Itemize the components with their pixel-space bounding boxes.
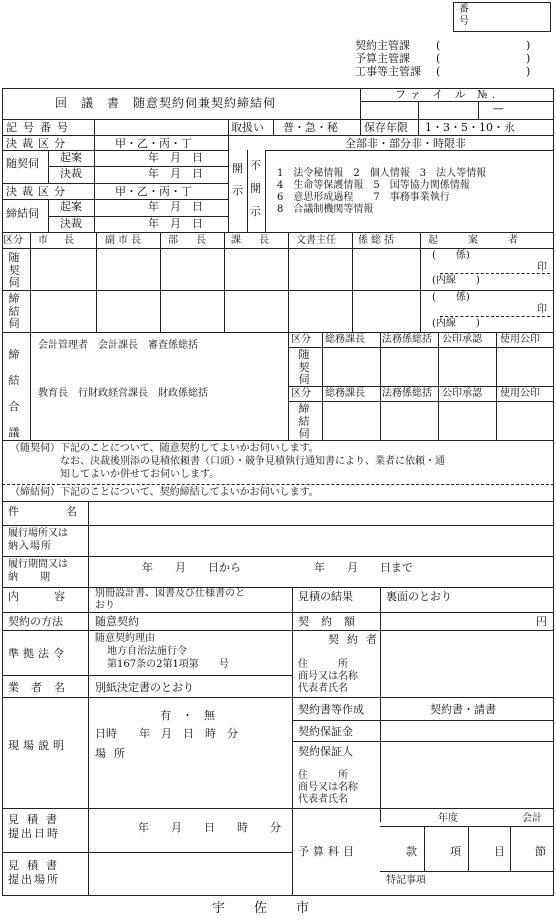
guarantee-money-label: 契約保証金 [298,725,353,738]
period-from[interactable]: 年 月 日から [142,561,241,574]
vendor-label: 業者名 [8,681,77,694]
period-label-1: 履行期間又は [8,559,68,570]
site-label: 現場説明 [8,739,68,752]
doc-value[interactable]: 契約書・請書 [430,703,496,716]
retention-label: 保存年限 [364,121,408,134]
content-label: 内 容 [8,590,77,603]
handling-options[interactable]: 普・急・秘 [283,121,338,134]
contract-manager-close: ) [526,39,531,52]
decision-class-options-2[interactable]: 甲・乙・丙・丁 [115,185,192,198]
drafter-kakari-2[interactable]: ( 係) [432,292,470,303]
contractor-name-2: 代表者氏名 [298,683,348,694]
doc-label: 契約書等作成 [298,703,364,716]
zuikei-kian: 起案 [60,151,82,164]
decision-class-options[interactable]: 甲・乙・丙・丁 [115,137,192,150]
est-date-value[interactable]: 年 月 日 時 分 [138,821,281,834]
record-number-label: 記号番号 [6,121,74,134]
consult-col-kubun-2: 区分 [291,388,311,399]
content-value-1[interactable]: 別冊設計書、図書及び仕様書のと [95,588,245,599]
approval-col-kubun: 区分 [3,235,23,246]
site-datetime[interactable]: 日時 年 月 日 時 分 [95,727,238,740]
budget-manager-label: 予算主管課 [355,52,410,65]
teiketsu-label: 締結伺 [6,207,39,220]
zuikei-kessai: 決裁 [60,167,82,180]
est-date-label-2: 提出日時 [8,827,60,840]
document-title: 回 議 書 随意契約伺兼契約締結伺 [55,96,277,110]
number-label: 番号 [459,4,469,27]
kenmei-label: 件 名 [8,505,95,518]
zuikei-kessai-date[interactable]: 年 月 日 [148,167,203,180]
amount-label: 契約額 [298,615,367,628]
contract-manager-label: 契約主管課 [355,39,410,52]
method-value[interactable]: 随意契約 [95,615,139,628]
contractor-address: 住 所 [298,659,358,670]
budget-setsu: 節 [535,845,546,858]
approval-col-mayor: 市 長 [38,235,77,246]
reason-3[interactable]: 6 意思形成過程 7 事務事業執行 [277,192,450,203]
works-manager-open[interactable]: ( [436,65,441,78]
approval-col-chief: 課 長 [231,235,273,246]
consult-line-2: 教育長 行財政経営課長 財政係総括 [38,388,208,399]
law-value-1: 随意契約理由 [95,633,155,644]
guarantor-address: 住 所 [298,770,358,781]
estimate-result-label: 見積の結果 [298,590,353,603]
content-value-2[interactable]: おり [95,600,115,611]
teiketsu-kessai-date[interactable]: 年 月 日 [148,217,203,230]
reason-1[interactable]: 1 法令秘情報 2 個人情報 3 法人等情報 [277,168,487,179]
guarantor-name-2: 代表者氏名 [298,794,348,805]
budget-year[interactable]: 年度 [438,813,458,824]
budget-moku: 目 [494,845,505,858]
guarantor-name-1: 商号又は名称 [298,782,358,793]
consult-col-legal-2: 法務係総括 [382,388,432,399]
consult-col-seal-approval: 公印承認 [442,334,482,345]
city-name: 宇 佐 市 [212,901,318,916]
budget-kou: 項 [450,845,461,858]
kaiji-label: 開示 [232,162,243,197]
consult-row-teiketsu: 締結伺 [298,402,310,441]
file-number-label: ファ イ ル №. [395,88,500,101]
decision-class-label-2: 決裁区分 [6,185,70,198]
budget-manager-close: ) [526,52,531,65]
consult-col-kubun: 区分 [291,334,311,345]
handling-label: 取扱い [231,121,264,134]
place-label-1: 履行場所又は [8,528,68,539]
method-label: 契約の方法 [8,615,63,628]
law-value-2: 地方自治法施行令 [107,646,187,657]
est-place-label-1: 見積書 [8,859,65,872]
zuikei-label: 随契伺 [6,157,39,170]
place-label-2: 納入場所 [8,541,52,552]
contractor-name-1: 商号又は名称 [298,671,358,682]
consult-col-seal-approval-2: 公印承認 [442,388,482,399]
decision-class-label: 決裁区分 [6,137,70,150]
note-teiketsu: （締結伺）下記のことについて、契約締結してよいかお伺いします。 [10,487,319,498]
budget-kan: 款 [406,845,417,858]
period-to[interactable]: 年 月 日まで [314,561,413,574]
drafter-in-1: 印 [537,262,547,273]
consult-line-1: 会計管理者 会計課長 審査係総括 [38,340,198,351]
approval-col-section-head: 係総括 [358,235,397,246]
note-zuikei-3: 知してよいか併せてお伺いします。 [60,469,220,480]
drafter-in-2: 印 [537,304,547,315]
consult-label: 締結合議 [8,348,20,439]
approval-row-teiketsu: 締結伺 [8,292,20,331]
approval-col-director: 部 長 [168,235,210,246]
consult-col-seal-used-2: 使用公印 [500,388,540,399]
contract-manager-open[interactable]: ( [436,39,441,52]
consult-col-legal: 法務係総括 [382,334,432,345]
amount-yen: 円 [536,615,547,628]
drafter-kakari-1[interactable]: ( 係) [432,250,470,261]
budget-manager-open[interactable]: ( [436,52,441,65]
reason-2[interactable]: 4 生命等保護情報 5 国等協力関係情報 [277,180,470,191]
note-zuikei-2: なお、決裁後別添の見積依頼書（口頭）・競争見積執行通知書により、業者に依頼・通 [60,456,445,467]
approval-col-deputy: 副市長 [105,235,144,246]
estimate-result-value[interactable]: 裏面のとおり [386,590,452,603]
zuikei-kian-date[interactable]: 年 月 日 [148,151,203,164]
teiketsu-kian-date[interactable]: 年 月 日 [148,200,203,213]
note-zuikei-1: （随契伺）下記のことについて、随意契約してよいかお伺いします。 [10,443,319,454]
period-label-2: 納 期 [8,572,56,583]
consult-row-zuikei: 随契伺 [298,348,310,387]
guarantor-label: 契約保証人 [298,745,353,758]
teiketsu-kian: 起案 [60,200,82,213]
fukaiji-label: 不開示 [250,159,261,218]
works-manager-label: 工事等主管課 [355,65,421,78]
site-place[interactable]: 場所 [95,747,133,760]
site-yesno[interactable]: 有 ・ 無 [160,709,215,722]
budget-account[interactable]: 会計 [522,813,542,824]
drafter-naisen-1[interactable]: (内線 ) [432,275,480,286]
disclosure-header[interactable]: 全部非・部分非・時限非 [345,137,466,150]
reason-4[interactable]: 8 合議制機関等情報 [277,204,374,215]
consult-col-general-affairs-2: 総務課長 [325,388,365,399]
consult-col-general-affairs: 総務課長 [325,334,365,345]
approval-col-doc-manager: 文書主任 [296,235,336,246]
file-number-dash: — [493,102,504,115]
teiketsu-kessai: 決裁 [60,217,82,230]
law-value-3[interactable]: 第167条の2第1項第 号 [107,659,229,670]
budget-label: 予算科目 [298,845,358,858]
law-label: 準拠法令 [8,647,68,660]
est-place-label-2: 提出場所 [8,873,60,886]
consult-col-seal-used: 使用公印 [500,334,540,345]
vendor-value[interactable]: 別紙決定書のとおり [95,681,194,694]
drafter-naisen-2[interactable]: (内線 ) [432,318,480,329]
retention-options[interactable]: 1・3・5・10・永 [425,121,515,134]
approval-col-drafter: 起 案 者 [428,235,528,246]
approval-row-zuikei: 随契伺 [8,251,20,290]
contractor-label: 契約者 [328,633,385,646]
works-manager-close: ) [526,65,531,78]
special-note-label: 特記事項 [386,875,426,886]
est-date-label-1: 見積書 [8,813,65,826]
